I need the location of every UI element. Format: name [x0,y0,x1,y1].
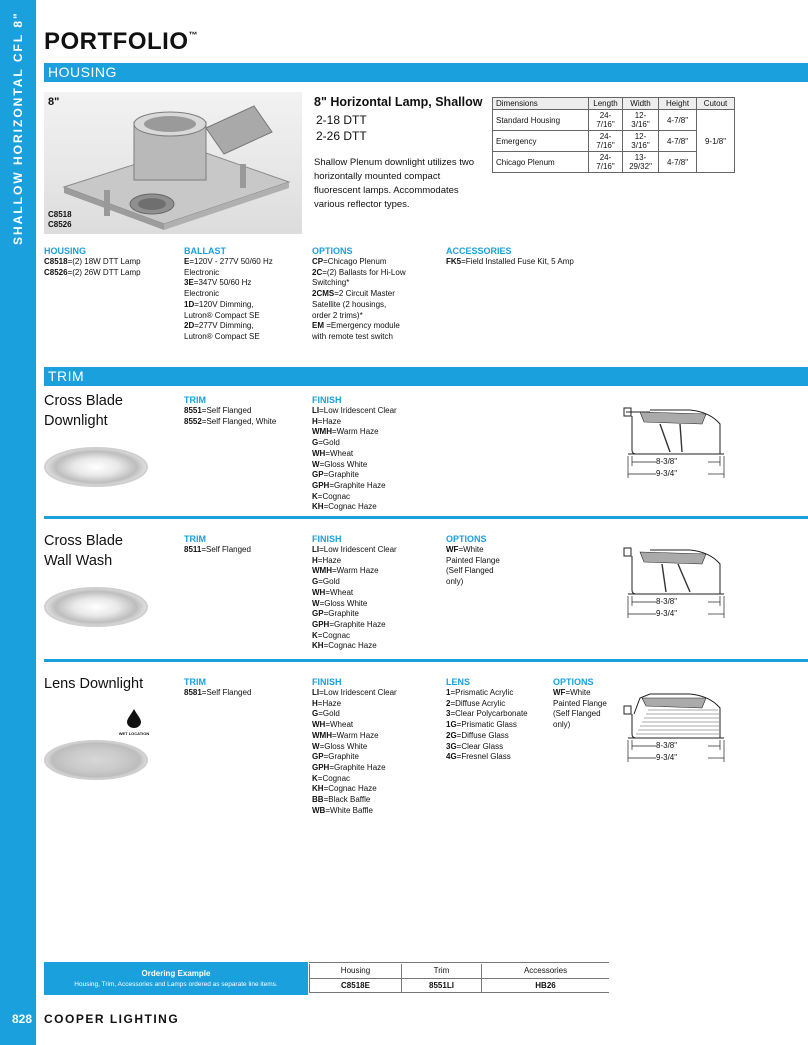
option-code: 2CMS [312,289,335,299]
option-code: WF [553,688,566,697]
option-item [312,332,406,343]
dimension-inner: 8-3/8" [656,457,678,466]
option-text: =Warm Haze [332,730,379,740]
option-item [446,688,528,699]
option-text: =Graphite Haze [329,619,386,629]
dimension-cell: Standard Housing [493,110,589,131]
finish-title: FINISH [312,534,342,544]
housing-size-label: 8" [48,96,60,108]
option-code: BB [312,795,324,805]
option-text: =Graphite [323,752,359,762]
option-item [446,699,528,710]
ordering-header: Trim [401,964,481,978]
option-item [553,720,607,731]
option-text: Satellite (2 housings, [312,299,387,309]
option-text: =Field Installed Fuse Kit, 5 Amp [461,257,574,266]
option-text: =Cognac [317,773,351,783]
option-code: H [312,698,318,708]
option-item [446,556,500,567]
accessories-title: ACCESSORIES [446,246,512,256]
option-text: =Haze [317,555,342,565]
dimension-row [493,110,735,131]
dimension-cell: 13-29/32" [623,152,659,173]
option-code: 2 [446,698,451,708]
option-code: 2C [312,267,323,277]
option-code: KH [312,641,324,651]
option-item [312,752,397,763]
option-item [553,709,607,720]
page-number: 828 [12,1012,33,1026]
option-item [312,481,397,492]
dimension-inner: 8-3/8" [656,741,678,750]
option-code: K [312,773,318,783]
option-item [312,449,397,460]
option-text: =Gloss White [319,598,368,608]
ordering-value: C8518E [310,978,402,992]
dimension-cell: 24-7/16" [589,110,623,131]
finish-title: FINISH [312,677,342,687]
option-item [184,268,273,279]
option-text: =Clear Glass [456,741,504,751]
finish-list [312,545,397,652]
lens-list [446,688,528,763]
option-item [312,492,397,503]
option-code: LI [312,688,320,697]
option-text: =(2) Ballasts for Hi-Low [322,267,406,277]
option-text: =White [458,545,484,554]
trim-list [184,406,276,427]
option-item [184,332,273,343]
option-text: =Prismatic Acrylic [450,688,514,697]
option-code: W [312,598,320,608]
option-item [312,300,406,311]
option-text: =White Baffle [325,805,373,815]
option-text: =Prismatic Glass [456,720,517,730]
option-code: WMH [312,427,332,437]
option-text: =Graphite Haze [329,480,386,490]
option-text: =120V - 277V 50/60 Hz [189,257,273,266]
option-code: GPH [312,480,330,490]
options-list [446,545,500,588]
housing-code: C8518 [48,210,72,219]
option-code: GPH [312,762,330,772]
option-text: =Low Iridescent Clear [319,545,397,554]
option-item [312,460,397,471]
housing-photo [44,92,302,234]
dimension-cell: Chicago Plenum [493,152,589,173]
option-text: =Cognac Haze [323,641,377,651]
option-item [312,620,397,631]
option-code: H [312,555,318,565]
housing-extra-options-title: OPTIONS [312,246,353,256]
trim-list [184,688,251,699]
option-text: =Wheat [325,448,354,458]
option-text: with remote test switch [312,331,393,341]
dimension-header: Height [659,98,697,110]
option-code: WB [312,805,326,815]
option-code: 2G [446,730,457,740]
housing-code: C8526 [48,220,72,229]
trim-name-lens-downlight [44,674,143,694]
dimension-cell: 12-3/16" [623,110,659,131]
option-text: (Self Flanged [553,709,601,719]
trim-name-line: Cross Blade [44,533,123,549]
option-item [446,257,574,268]
option-text: =120V Dimming, [194,299,254,309]
option-code: WH [312,587,326,597]
option-item [446,742,528,753]
option-text: =2 Circuit Master [334,289,395,299]
option-text: =Warm Haze [332,427,379,437]
dimension-outer: 9-3/4" [656,753,678,762]
option-code: H [312,416,318,426]
option-code: G [312,438,319,448]
dimension-cell: 12-3/16" [623,131,659,152]
wet-location-label: WET LOCATION [118,731,150,736]
option-item [184,417,276,428]
option-item [312,545,397,556]
ordering-value: 8551LI [401,978,481,992]
option-text: =(2) 26W DTT Lamp [67,267,141,277]
option-text: =Haze [317,698,342,708]
option-text: =Self Flanged [201,545,251,554]
wall-wash-reflector-photo [44,587,148,627]
option-item [312,763,397,774]
dimension-header: Dimensions [493,98,589,110]
option-text: =Haze [317,416,342,426]
trim-name-cross-blade-wall-wash [44,531,123,571]
option-code: LI [312,406,320,415]
option-item [184,300,273,311]
ordering-value: HB26 [482,978,609,992]
option-code: KH [312,502,324,512]
option-item [446,566,500,577]
ballast-options-list [184,257,273,343]
option-code: GPH [312,619,330,629]
option-text: Electronic [184,289,220,299]
ordering-table [309,964,609,993]
option-item [553,699,607,710]
section-divider [44,516,808,519]
section-divider [44,659,808,662]
option-text: =Gold [318,709,340,719]
option-text: =Diffuse Glass [456,730,509,740]
option-text: =Black Baffle [323,795,371,805]
option-item [312,709,397,720]
option-item [446,752,528,763]
option-item [312,470,397,481]
ordering-example-box [44,962,308,995]
option-item [312,731,397,742]
option-code: WMH [312,566,332,576]
option-code: G [312,709,319,719]
option-text: =Cognac Haze [323,502,377,512]
housing-options-title: HOUSING [44,246,87,256]
option-text: only) [553,720,571,730]
option-text: =Fresnel Glass [456,752,511,762]
option-text: =Self Flanged, White [201,416,277,426]
option-item [312,599,397,610]
dimension-header: Cutout [697,98,735,110]
option-item [312,720,397,731]
option-item [446,731,528,742]
option-text: Electronic [184,267,220,277]
option-text: =Chicago Plenum [323,257,387,266]
option-code: 3 [446,709,451,719]
option-code: 8511 [184,545,202,554]
housing-extra-options-list [312,257,406,343]
option-code: GP [312,609,324,619]
option-text: =Graphite [323,609,359,619]
option-code: 4G [446,752,457,762]
option-code: E [184,257,190,266]
wet-location-badge [118,708,150,738]
option-code: WH [312,720,326,730]
option-text: =Gloss White [319,741,368,751]
option-item [312,289,406,300]
ballast-options-title: BALLAST [184,246,226,256]
trim-name-line: Lens Downlight [44,676,144,692]
dimension-cell: 24-7/16" [589,131,623,152]
dimension-cell: 4-7/8" [659,110,697,131]
dimension-header: Width [623,98,659,110]
option-code: G [312,577,319,587]
option-item [312,321,406,332]
option-text: =Warm Haze [332,566,379,576]
trim-name-line: Cross Blade [44,393,123,409]
option-text: Painted Flange [553,698,607,708]
option-item [446,545,500,556]
option-code: C8526 [44,267,68,277]
option-code: 3G [446,741,457,751]
option-text: =Low Iridescent Clear [319,688,397,697]
product-heading: 8" Horizontal Lamp, Shallow [314,95,483,109]
option-text: Painted Flange [446,555,500,565]
dimension-outer: 9-3/4" [656,609,678,618]
option-item [446,577,500,588]
finish-list [312,688,397,816]
water-drop-icon [125,708,143,728]
option-text: Lutron® Compact SE [184,310,260,320]
option-text: (Self Flanged [446,566,494,576]
option-item [446,720,528,731]
option-code: GP [312,752,324,762]
option-text: =White [565,688,591,697]
ordering-header-row [310,964,610,978]
option-item [312,688,397,699]
option-code: 8581 [184,688,202,697]
option-code: 8552 [184,416,202,426]
option-text: =Cognac [317,630,351,640]
dimension-cell: 4-7/8" [659,131,697,152]
option-text: =Cognac Haze [323,784,377,794]
option-code: 8551 [184,406,202,415]
option-code: 1G [446,720,457,730]
option-item [184,278,273,289]
ordering-value-row [310,978,610,992]
option-item [312,774,397,785]
ordering-header: Accessories [482,964,609,978]
option-item [312,784,397,795]
page-title [44,28,198,56]
cross-blade-reflector-photo [44,447,148,487]
option-item [553,688,607,699]
option-item [184,545,251,556]
option-item [312,257,406,268]
option-item [312,742,397,753]
title-text: PORTFOLIO [44,28,189,55]
option-item [312,588,397,599]
option-code: EM [312,321,324,331]
option-text: =Gold [318,438,340,448]
lamp-line: 2-26 DTT [316,129,367,143]
option-item [446,709,528,720]
option-item [44,257,141,268]
option-text: =Gloss White [319,459,368,469]
dimension-cell: 24-7/16" [589,152,623,173]
option-text: order 2 trims)* [312,310,363,320]
option-item [312,406,397,417]
option-item [312,609,397,620]
option-item [312,699,397,710]
lamp-line: 2-18 DTT [316,113,367,127]
dimension-outer: 9-3/4" [656,469,678,478]
option-text: =Self Flanged [201,688,252,697]
option-text: =277V Dimming, [194,321,254,331]
option-code: W [312,741,320,751]
option-item [184,321,273,332]
option-item [312,556,397,567]
dimension-header-row [493,98,735,110]
ordering-top-rule [309,962,609,963]
dimension-cell: Emergency [493,131,589,152]
option-code: LI [312,545,320,554]
option-item [184,406,276,417]
option-item [312,806,397,817]
option-text: =Clear Polycarbonate [450,709,528,719]
housing-options-list [44,257,141,278]
trim-list [184,545,251,556]
option-item [312,577,397,588]
trim-title: TRIM [184,534,206,544]
option-code: 3E [184,278,194,288]
option-code: WF [446,545,459,554]
option-code: WMH [312,730,332,740]
ordering-note: Housing, Trim, Accessories and Lamps ordered as separate line items. [74,981,278,988]
trim-name-cross-blade-downlight [44,391,123,431]
options-title: OPTIONS [446,534,487,544]
trademark: ™ [188,30,198,40]
option-text: =Diffuse Acrylic [450,698,506,708]
ordering-title: Ordering Example [141,969,211,978]
option-item [312,631,397,642]
option-item [312,566,397,577]
trim-name-line: Downlight [44,413,108,429]
dimension-table [492,97,735,173]
housing-photo-codes [48,210,72,230]
side-strip [0,0,36,1045]
option-item [184,311,273,322]
housing-band: HOUSING [44,63,808,82]
option-text: =Low Iridescent Clear [319,406,397,415]
option-text: =(2) 18W DTT Lamp [67,257,141,266]
trim-name-line: Wall Wash [44,553,113,569]
option-item [312,502,397,513]
option-code: 2D [184,321,195,331]
option-text: Switching* [312,278,350,288]
finish-title: FINISH [312,395,342,405]
dimension-header: Length [589,98,623,110]
option-item [312,278,406,289]
option-text: =347V 50/60 Hz [193,278,252,288]
option-code: GP [312,470,324,480]
option-item [312,427,397,438]
option-code: K [312,491,318,501]
option-text: =Wheat [325,720,354,730]
option-item [312,268,406,279]
cutout-cell: 9-1/8" [697,110,735,173]
finish-list [312,406,397,513]
dimension-cell: 4-7/8" [659,152,697,173]
option-text: =Graphite [323,470,359,480]
option-text: =Graphite Haze [329,762,386,772]
option-code: FK5 [446,257,462,266]
option-text: =Emergency module [324,321,400,331]
option-text: only) [446,577,464,587]
trim-band: TRIM [44,367,808,386]
side-label: SHALLOW HORIZONTAL CFL 8" [11,11,25,245]
option-item [312,417,397,428]
trim-title: TRIM [184,677,206,687]
option-item [312,311,406,322]
dimension-inner: 8-3/8" [656,597,678,606]
option-code: KH [312,784,324,794]
option-item [312,795,397,806]
options-list [553,688,607,731]
options-title: OPTIONS [553,677,594,687]
option-code: 1D [184,299,195,309]
option-item [44,268,141,279]
option-text: =Wheat [325,587,354,597]
option-code: W [312,459,320,469]
option-item [184,289,273,300]
option-code: WH [312,448,326,458]
brand-name: COOPER LIGHTING [44,1012,180,1026]
option-code: 1 [446,688,451,697]
option-text: =Self Flanged [201,406,252,415]
accessories-list [446,257,574,268]
option-item [312,438,397,449]
option-code: K [312,630,318,640]
option-code: C8518 [44,257,68,266]
lens-reflector-photo [44,740,148,780]
option-text: =Cognac [317,491,351,501]
option-text: =Gold [318,577,340,587]
ordering-header: Housing [310,964,402,978]
trim-title: TRIM [184,395,206,405]
option-item [312,641,397,652]
option-code: CP [312,257,324,266]
housing-illustration-icon [44,92,302,234]
product-description: Shallow Plenum downlight utilizes two horizontally mounted compact fluorescent lamps. Accommodates various reflector types. [314,157,474,210]
option-text: Lutron® Compact SE [184,331,260,341]
lens-title: LENS [446,677,471,687]
option-item [184,257,273,268]
option-item [184,688,251,699]
